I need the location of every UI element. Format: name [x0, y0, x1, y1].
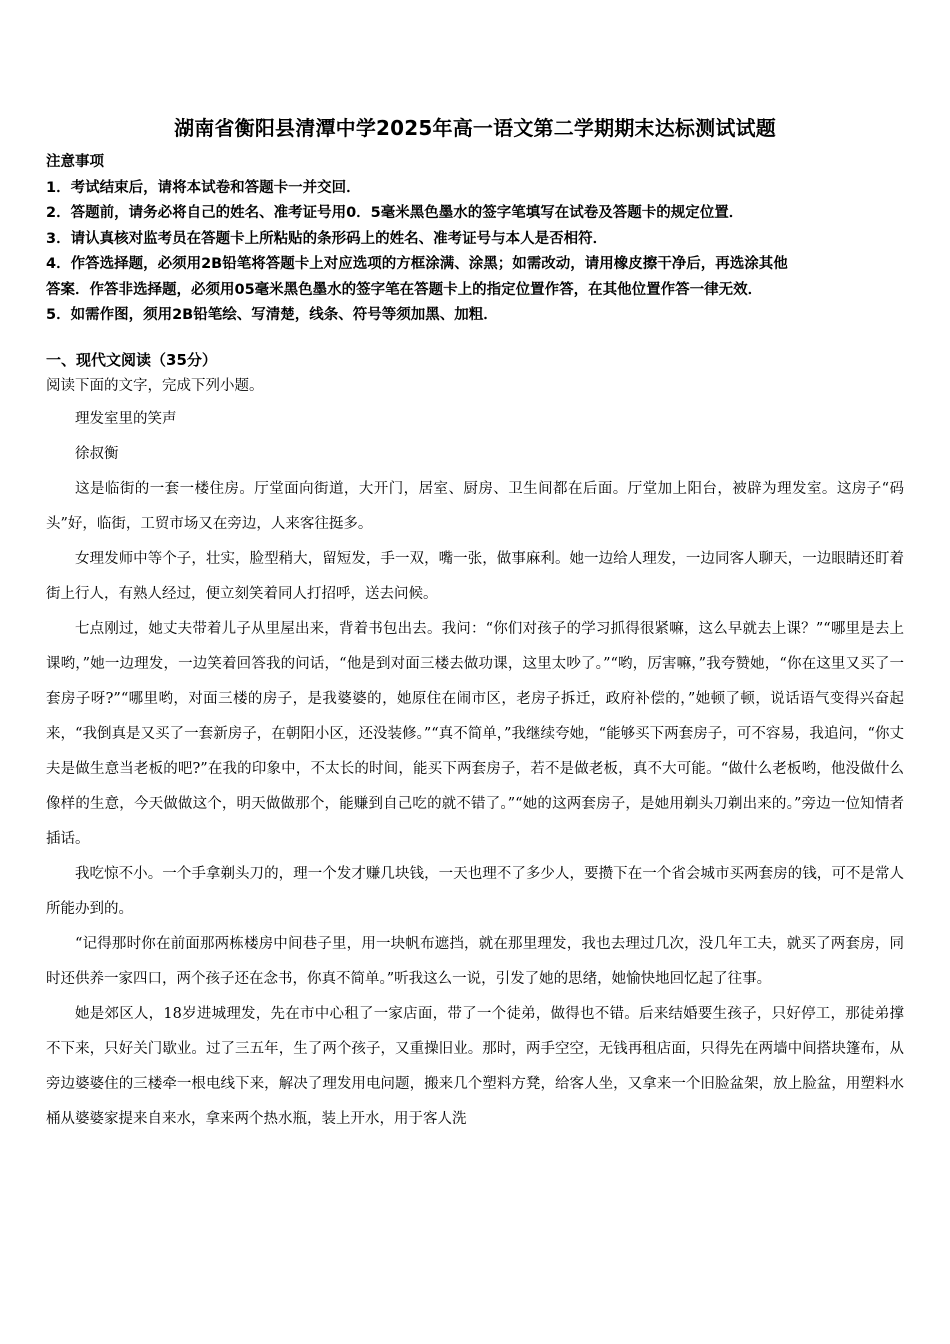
article-body — [46, 402, 904, 1137]
article-paragraph: 她是郊区人，18岁进城理发，先在市中心租了一家店面，带了一个徒弟，做得也不错。后来结婚要生孩子，只好停工，那徒弟撑不下来，只好关门歇业。过了三五年，生了两个孩子，又重操旧业。那时，两手空空，无钱再租店面，只得先在两墙中间搭块篷布，从旁边婆婆住的三楼牵一根电线下来，解决了理发用电问题，搬来几个塑料方凳，给客人坐，又拿来一个旧脸盆架，放上脸盆，用塑料水桶从婆婆家提来自来水，拿来两个热水瓶，装上开水，用于客人洗 — [46, 1006, 904, 1127]
article-paragraph: 我吃惊不小。一个手拿剃头刀的，理一个发才赚几块钱，一天也理不了多少人，要攒下在一个省会城市买两套房的钱，可不是常人所能办到的。 — [46, 866, 904, 917]
section-instruction: 阅读下面的文字，完成下列小题。 — [46, 378, 264, 394]
article-paragraph: 这是临街的一套一楼住房。厅堂面向街道，大开门，居室、厨房、卫生间都在后面。厅堂加上阳台，被辟为理发室。这房子“码头”好，临街，工贸市场又在旁边，人来客往挺多。 — [46, 481, 904, 532]
notice-item: 4．作答选择题，必须用2B铅笔将答题卡上对应选项的方框涂满、涂黑；如需改动，请用橡皮擦干净后，再选涂其他 — [46, 256, 788, 272]
notice-block — [46, 150, 916, 329]
notice-item: 1．考试结束后，请将本试卷和答题卡一并交回． — [46, 179, 361, 196]
article-paragraph: 七点刚过，她丈夫带着儿子从里屋出来，背着书包出去。我问：“你们对孩子的学习抓得很紧嘛，这么早就去上课？”“哪里是去上课哟，”她一边理发，一边笑着回答我的问话，“他是到对面三楼去做功课，这里太吵了。”“哟，厉害嘛，”我夸赞她，“你在这里又买了一套房子呀?”“哪里哟，对面三楼的房子，是我婆婆的，她原住在闹市区，老房子拆迁，政府补偿的，”她顿了顿，说话语气变得兴奋起来，“我倒真是又买了一套新房子，在朝阳小区，还没装修。”“真不简单，”我继续夸她，“能够买下两套房子，可不容易，我追问，“你丈夫是做生意当老板的吧?”在我的印象中，不太长的时间，能买下两套房子，若不是做老板，真不大可能。“做什么老板哟，他没做什么像样的生意，今天做做这个，明天做做那个，能赚到自己吃的就不错了。”“她的这两套房子，是她用剃头刀剃出来的。”旁边一位知情者插话。 — [46, 621, 904, 847]
section-heading: 一、现代文阅读（35分） — [46, 351, 217, 369]
article-paragraph: “记得那时你在前面那两栋楼房中间巷子里，用一块帆布遮挡，就在那里理发，我也去理过几次，没几年工夫，就买了两套房，同时还供养一家四口，两个孩子还在念书，你真不简单。”听我这么一说，引发了她的思绪，她愉快地回忆起了往事。 — [46, 936, 904, 987]
page-title: 湖南省衡阳县清潭中学2025年高一语文第二学期期末达标测试试题 — [174, 116, 776, 140]
notice-item: 3．请认真核对监考员在答题卡上所粘贴的条形码上的姓名、准考证号与本人是否相符． — [46, 230, 608, 247]
article-title: 理发室里的笑声 — [75, 411, 177, 427]
article-author: 徐叔衡 — [75, 446, 119, 462]
notice-item: 5．如需作图，须用2B铅笔绘、写清楚，线条、符号等须加黑、加粗． — [46, 307, 498, 323]
notice-item: 答案．作答非选择题，必须用05毫米黑色墨水的签字笔在答题卡上的指定位置作答，在其他位置作答一律无效． — [46, 281, 763, 298]
article-paragraph: 女理发师中等个子，壮实，脸型稍大，留短发，手一双，嘴一张，做事麻利。她一边给人理发，一边同客人聊天，一边眼睛还盯着街上行人，有熟人经过，便立刻笑着同人打招呼，送去问候。 — [46, 551, 904, 602]
notice-heading: 注意事项 — [46, 154, 104, 170]
notice-item: 2．答题前，请务必将自己的姓名、准考证号用0．5毫米黑色墨水的签字笔填写在试卷及答题卡的规定位置． — [46, 205, 744, 221]
